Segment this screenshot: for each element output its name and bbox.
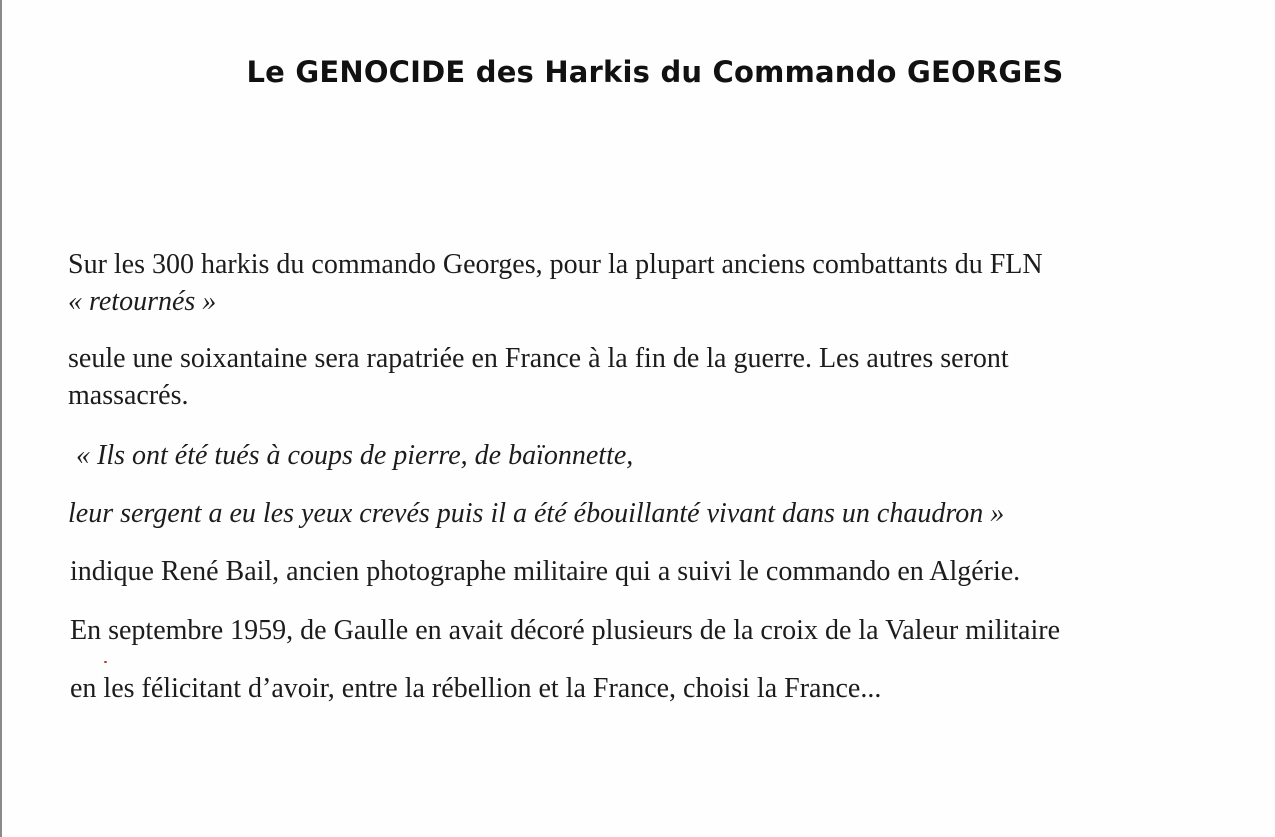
paragraph-line-4: massacrés.	[68, 380, 189, 411]
scan-smudge	[183, 149, 205, 161]
paragraph-line-1: Sur les 300 harkis du commando Georges, pour la plupart anciens combattants du FLN	[68, 249, 1043, 280]
paragraph-line-9: en les félicitant d’avoir, entre la rébellion et la France, choisi la France...	[70, 673, 882, 704]
paragraph-line-3: seule une soixantaine sera rapatriée en France à la fin de la guerre. Les autres seront	[68, 343, 1009, 374]
paragraph-line-2: « retournés »	[68, 286, 217, 317]
quote-line-2: leur sergent a eu les yeux crevés puis il a été ébouillanté vivant dans un chaudron »	[68, 498, 1005, 529]
document-title: Le GENOCIDE des Harkis du Commando GEORGES	[246, 55, 1064, 89]
ink-speck	[104, 661, 107, 663]
attribution-line: indique René Bail, ancien photographe militaire qui a suivi le commando en Algérie.	[70, 556, 1021, 587]
quote-line-1: « Ils ont été tués à coups de pierre, de baïonnette,	[76, 440, 634, 471]
paragraph-line-8: En septembre 1959, de Gaulle en avait décoré plusieurs de la croix de la Valeur militaire	[70, 615, 1061, 646]
